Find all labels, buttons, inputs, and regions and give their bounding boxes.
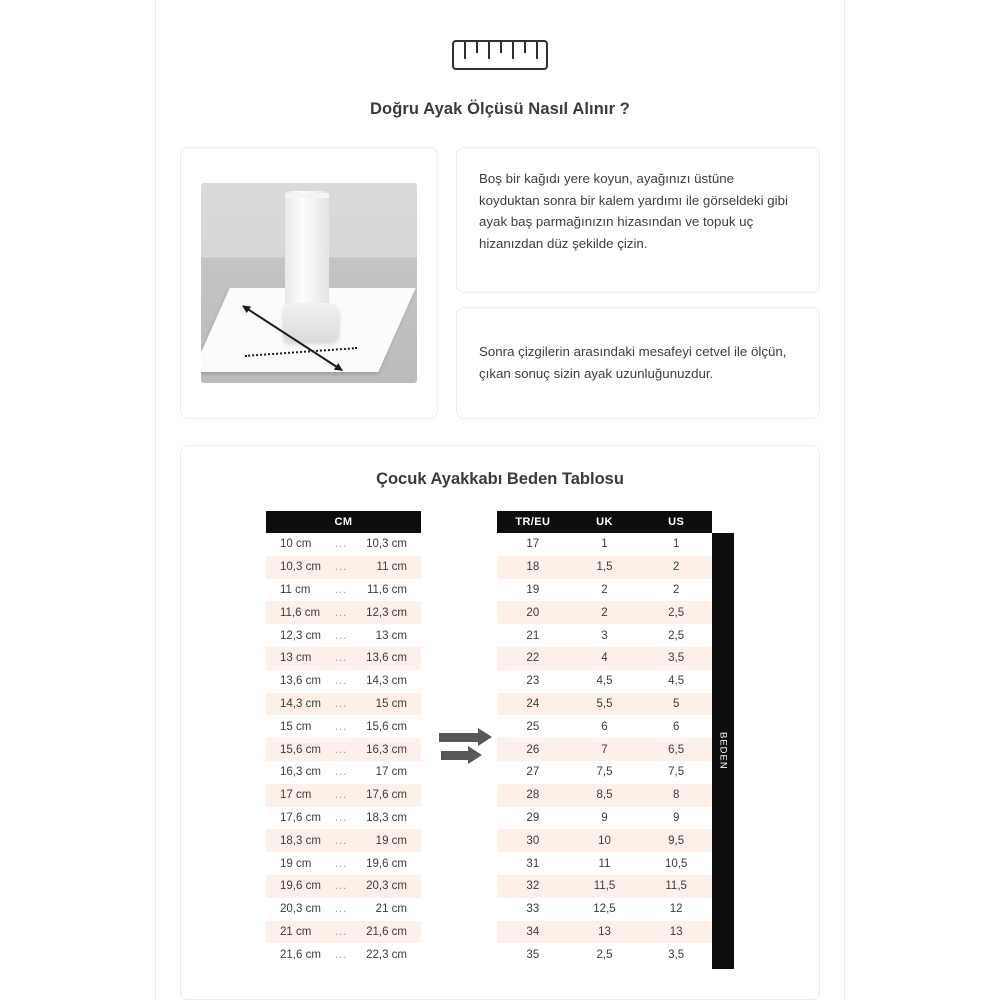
- cm-from: 13,6 cm: [266, 670, 328, 693]
- size-cell-2: 4,5: [569, 670, 641, 693]
- size-cell-1: 19: [497, 579, 569, 602]
- table-row: [497, 784, 712, 807]
- table-row: [266, 647, 421, 670]
- table-row: [266, 693, 421, 716]
- cm-dots: ...: [328, 943, 354, 966]
- size-table-card: [180, 445, 820, 1000]
- cm-dots: ...: [328, 624, 354, 647]
- table-row: [497, 533, 712, 556]
- size-cell-3: 3,5: [640, 943, 712, 966]
- table-row: [497, 715, 712, 738]
- cm-to: 13,6 cm: [354, 647, 421, 670]
- arrow-right-icon-2: [441, 751, 469, 760]
- size-table-header-2: UK: [569, 511, 641, 533]
- table-row: [497, 921, 712, 944]
- cm-dots: ...: [328, 761, 354, 784]
- size-cell-3: 4,5: [640, 670, 712, 693]
- cm-dots: ...: [328, 784, 354, 807]
- cm-from: 10,3 cm: [266, 556, 328, 579]
- table-row: [266, 624, 421, 647]
- size-cell-3: 6,5: [640, 738, 712, 761]
- cm-to: 21,6 cm: [354, 921, 421, 944]
- size-cell-1: 31: [497, 852, 569, 875]
- size-cell-2: 6: [569, 715, 641, 738]
- size-cell-3: 2: [640, 556, 712, 579]
- arrow-right-icon: [439, 733, 479, 742]
- cm-from: 18,3 cm: [266, 829, 328, 852]
- table-row: [497, 579, 712, 602]
- cm-dots: ...: [328, 670, 354, 693]
- cm-to: 16,3 cm: [354, 738, 421, 761]
- cm-dots: ...: [328, 829, 354, 852]
- cm-from: 21 cm: [266, 921, 328, 944]
- cm-from: 14,3 cm: [266, 693, 328, 716]
- cm-to: 21 cm: [354, 898, 421, 921]
- content-column: [155, 0, 845, 1000]
- beden-label: BEDEN: [717, 732, 729, 770]
- table-row: [266, 807, 421, 830]
- cm-dots: ...: [328, 921, 354, 944]
- arrows-icon: [421, 733, 497, 760]
- cm-to: 14,3 cm: [354, 670, 421, 693]
- size-cell-3: 11,5: [640, 875, 712, 898]
- ruler-icon-wrap: [155, 40, 845, 70]
- cm-dots: ...: [328, 647, 354, 670]
- size-cell-1: 21: [497, 624, 569, 647]
- cm-to: 22,3 cm: [354, 943, 421, 966]
- cm-dots: ...: [328, 738, 354, 761]
- size-cell-1: 30: [497, 829, 569, 852]
- cm-to: 11,6 cm: [354, 579, 421, 602]
- table-row: [497, 807, 712, 830]
- size-cell-3: 9,5: [640, 829, 712, 852]
- size-cell-1: 28: [497, 784, 569, 807]
- table-row: [266, 761, 421, 784]
- table-row: [266, 943, 421, 966]
- cm-from: 19,6 cm: [266, 875, 328, 898]
- size-cell-2: 2: [569, 601, 641, 624]
- size-cell-3: 10,5: [640, 852, 712, 875]
- table-row: [497, 943, 712, 966]
- size-cell-1: 29: [497, 807, 569, 830]
- size-cell-1: 32: [497, 875, 569, 898]
- cm-to: 15 cm: [354, 693, 421, 716]
- size-cell-1: 26: [497, 738, 569, 761]
- cm-to: 13 cm: [354, 624, 421, 647]
- table-row: [497, 898, 712, 921]
- cm-from: 13 cm: [266, 647, 328, 670]
- cm-from: 16,3 cm: [266, 761, 328, 784]
- cm-from: 10 cm: [266, 533, 328, 556]
- size-cell-2: 1,5: [569, 556, 641, 579]
- size-tables-wrap: [181, 511, 819, 969]
- cm-dots: ...: [328, 533, 354, 556]
- size-table-header-1: TR/EU: [497, 511, 569, 533]
- size-cell-1: 25: [497, 715, 569, 738]
- size-cell-3: 2: [640, 579, 712, 602]
- table-row: [266, 556, 421, 579]
- size-cell-1: 22: [497, 647, 569, 670]
- size-cell-1: 34: [497, 921, 569, 944]
- size-cell-2: 4: [569, 647, 641, 670]
- size-cell-2: 7: [569, 738, 641, 761]
- cm-dots: ...: [328, 807, 354, 830]
- cm-from: 17,6 cm: [266, 807, 328, 830]
- table-row: [497, 556, 712, 579]
- table-row: [266, 852, 421, 875]
- cm-to: 11 cm: [354, 556, 421, 579]
- size-cell-2: 9: [569, 807, 641, 830]
- cm-table: [266, 511, 421, 966]
- table-row: [497, 761, 712, 784]
- size-cell-2: 1: [569, 533, 641, 556]
- size-cell-3: 12: [640, 898, 712, 921]
- cm-dots: ...: [328, 898, 354, 921]
- size-cell-3: 8: [640, 784, 712, 807]
- howto-photo-card: [180, 147, 438, 419]
- cm-dots: ...: [328, 852, 354, 875]
- cm-from: 17 cm: [266, 784, 328, 807]
- table-row: [266, 533, 421, 556]
- cm-dots: ...: [328, 579, 354, 602]
- size-cell-2: 7,5: [569, 761, 641, 784]
- size-cell-3: 13: [640, 921, 712, 944]
- page-title: Doğru Ayak Ölçüsü Nasıl Alınır ?: [370, 100, 630, 118]
- size-cell-2: 5,5: [569, 693, 641, 716]
- size-cell-1: 24: [497, 693, 569, 716]
- cm-from: 15,6 cm: [266, 738, 328, 761]
- size-cell-2: 13: [569, 921, 641, 944]
- size-cell-1: 17: [497, 533, 569, 556]
- size-cell-1: 35: [497, 943, 569, 966]
- size-cell-2: 10: [569, 829, 641, 852]
- size-cell-2: 2: [569, 579, 641, 602]
- howto-step-1: Boş bir kağıdı yere koyun, ayağınızı üstüne koyduktan sonra bir kalem yardımı ile görseldeki gibi ayak baş parmağınızın hizasından ve topuk uç hizanızdan düz şekilde çizin.: [456, 147, 820, 293]
- cm-to: 17,6 cm: [354, 784, 421, 807]
- table-row: [266, 715, 421, 738]
- ruler-icon: [452, 40, 548, 70]
- size-cell-1: 20: [497, 601, 569, 624]
- cm-from: 12,3 cm: [266, 624, 328, 647]
- table-row: [497, 738, 712, 761]
- cm-from: 11,6 cm: [266, 601, 328, 624]
- cm-to: 19,6 cm: [354, 852, 421, 875]
- cm-from: 20,3 cm: [266, 898, 328, 921]
- cm-table-header: CM: [266, 511, 421, 533]
- cm-to: 17 cm: [354, 761, 421, 784]
- size-cell-3: 2,5: [640, 601, 712, 624]
- cm-to: 12,3 cm: [354, 601, 421, 624]
- cm-from: 15 cm: [266, 715, 328, 738]
- table-row: [266, 829, 421, 852]
- table-row: [266, 670, 421, 693]
- size-cell-3: 1: [640, 533, 712, 556]
- table-row: [497, 647, 712, 670]
- cm-from: 19 cm: [266, 852, 328, 875]
- size-conversion-table: [497, 511, 712, 966]
- table-row: [497, 852, 712, 875]
- size-cell-1: 23: [497, 670, 569, 693]
- table-row: [497, 670, 712, 693]
- table-row: [266, 875, 421, 898]
- table-row: [497, 875, 712, 898]
- cm-to: 20,3 cm: [354, 875, 421, 898]
- cm-to: 10,3 cm: [354, 533, 421, 556]
- size-cell-3: 2,5: [640, 624, 712, 647]
- cm-dots: ...: [328, 556, 354, 579]
- cm-dots: ...: [328, 715, 354, 738]
- table-row: [497, 829, 712, 852]
- table-row: [497, 693, 712, 716]
- howto-texts: [456, 147, 820, 419]
- cm-to: 15,6 cm: [354, 715, 421, 738]
- size-cell-2: 2,5: [569, 943, 641, 966]
- howto-step-2: Sonra çizgilerin arasındaki mesafeyi cetvel ile ölçün, çıkan sonuç sizin ayak uzunluğunuzdur.: [456, 307, 820, 419]
- size-cell-2: 8,5: [569, 784, 641, 807]
- table-row: [266, 898, 421, 921]
- size-cell-3: 3,5: [640, 647, 712, 670]
- size-table-header-3: US: [640, 511, 712, 533]
- table-row: [266, 601, 421, 624]
- size-cell-1: 18: [497, 556, 569, 579]
- size-cell-2: 3: [569, 624, 641, 647]
- cm-from: 11 cm: [266, 579, 328, 602]
- cm-dots: ...: [328, 693, 354, 716]
- size-cell-1: 27: [497, 761, 569, 784]
- table-row: [266, 921, 421, 944]
- table-row: [266, 579, 421, 602]
- cm-dots: ...: [328, 875, 354, 898]
- table-row: [266, 738, 421, 761]
- cm-from: 21,6 cm: [266, 943, 328, 966]
- size-cell-3: 7,5: [640, 761, 712, 784]
- size-cell-3: 5: [640, 693, 712, 716]
- table-row: [497, 601, 712, 624]
- size-cell-3: 6: [640, 715, 712, 738]
- cm-to: 19 cm: [354, 829, 421, 852]
- cm-to: 18,3 cm: [354, 807, 421, 830]
- size-table-title: Çocuk Ayakkabı Beden Tablosu: [376, 470, 624, 488]
- size-cell-2: 11: [569, 852, 641, 875]
- size-cell-2: 11,5: [569, 875, 641, 898]
- beden-sidebar: [712, 533, 734, 969]
- table-row: [266, 784, 421, 807]
- cm-dots: ...: [328, 601, 354, 624]
- size-cell-1: 33: [497, 898, 569, 921]
- size-cell-3: 9: [640, 807, 712, 830]
- foot-measure-photo: [201, 183, 417, 383]
- howto-section: [155, 147, 845, 419]
- table-row: [497, 624, 712, 647]
- size-cell-2: 12,5: [569, 898, 641, 921]
